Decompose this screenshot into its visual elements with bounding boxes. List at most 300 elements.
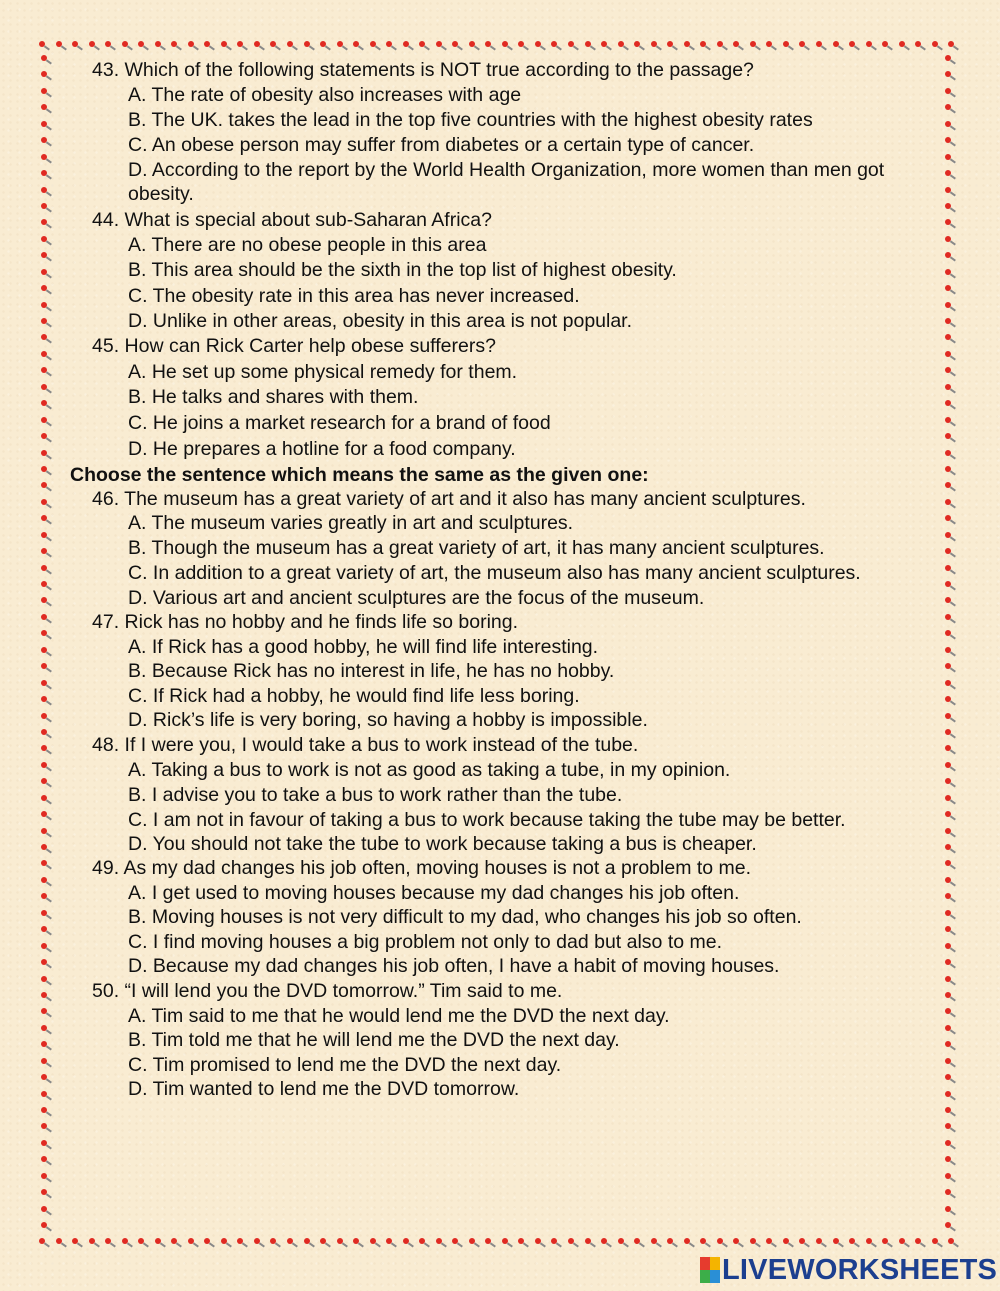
- border-dot: [848, 1237, 860, 1249]
- border-dot: [269, 1237, 281, 1249]
- border-dot: [253, 1237, 265, 1249]
- border-dot: [944, 958, 956, 970]
- option-46d[interactable]: D. Various art and ancient sculptures are the focus of the museum.: [128, 587, 705, 609]
- border-dot: [40, 1007, 52, 1019]
- border-dot: [683, 1237, 695, 1249]
- border-dot: [369, 40, 381, 52]
- border-dot: [203, 1237, 215, 1249]
- border-dot: [944, 481, 956, 493]
- border-dot: [881, 1237, 893, 1249]
- border-dot: [40, 449, 52, 461]
- border-dot: [170, 40, 182, 52]
- border-dot: [352, 40, 364, 52]
- border-dot: [716, 40, 728, 52]
- border-dot: [944, 136, 956, 148]
- border-dot: [944, 432, 956, 444]
- border-dot: [782, 1237, 794, 1249]
- border-dot: [944, 350, 956, 362]
- border-dot: [534, 1237, 546, 1249]
- border-right: [942, 54, 958, 1234]
- border-dot: [944, 383, 956, 395]
- border-dot: [944, 613, 956, 625]
- border-dot: [832, 1237, 844, 1249]
- border-dot: [732, 40, 744, 52]
- border-dot: [253, 40, 265, 52]
- border-dot: [567, 1237, 579, 1249]
- question-45: 45. How can Rick Carter help obese sufferers?: [92, 335, 496, 357]
- border-dot: [765, 40, 777, 52]
- border-dot: [534, 40, 546, 52]
- border-dot: [944, 1007, 956, 1019]
- border-dot: [137, 1237, 149, 1249]
- border-dot: [236, 40, 248, 52]
- border-dot: [898, 1237, 910, 1249]
- option-48c[interactable]: C. I am not in favour of taking a bus to work because taking the tube may be better.: [128, 809, 846, 831]
- border-dot: [40, 1172, 52, 1184]
- border-dot: [40, 481, 52, 493]
- border-dot: [633, 40, 645, 52]
- border-dot: [944, 366, 956, 378]
- option-43a[interactable]: A. The rate of obesity also increases with age: [128, 84, 522, 106]
- border-dot: [40, 120, 52, 132]
- border-dot: [944, 662, 956, 674]
- border-dot: [40, 925, 52, 937]
- border-dot: [944, 449, 956, 461]
- border-dot: [40, 843, 52, 855]
- border-dot: [944, 169, 956, 181]
- border-dot: [633, 1237, 645, 1249]
- logo-text: LIVEWORKSHEETS: [722, 1253, 998, 1286]
- border-dot: [137, 40, 149, 52]
- border-dot: [749, 40, 761, 52]
- option-45d[interactable]: D. He prepares a hotline for a food company.: [128, 438, 516, 460]
- border-dot: [55, 1237, 67, 1249]
- border-dot: [40, 70, 52, 82]
- border-dot: [336, 40, 348, 52]
- border-dot: [944, 218, 956, 230]
- border-dot: [944, 991, 956, 1003]
- border-dot: [451, 40, 463, 52]
- border-dot: [40, 268, 52, 280]
- border-dot: [40, 301, 52, 313]
- logo-square-blue: [710, 1270, 720, 1283]
- border-dot: [170, 1237, 182, 1249]
- border-dot: [944, 810, 956, 822]
- border-dot: [600, 40, 612, 52]
- border-dot: [944, 235, 956, 247]
- border-dot: [666, 1237, 678, 1249]
- border-dot: [944, 1188, 956, 1200]
- border-dot: [40, 909, 52, 921]
- border-dot: [944, 120, 956, 132]
- border-dot: [765, 1237, 777, 1249]
- border-dot: [40, 333, 52, 345]
- border-dot: [898, 40, 910, 52]
- border-dot: [40, 761, 52, 773]
- question-47: 47. Rick has no hobby and he finds life so boring.: [92, 611, 519, 633]
- border-dot: [40, 794, 52, 806]
- border-dot: [203, 40, 215, 52]
- border-dot: [121, 1237, 133, 1249]
- border-dot: [40, 136, 52, 148]
- border-dot: [40, 1024, 52, 1036]
- option-48b[interactable]: B. I advise you to take a bus to work rather than the tube.: [128, 784, 623, 806]
- border-dot: [40, 958, 52, 970]
- border-dot: [40, 87, 52, 99]
- border-dot: [881, 40, 893, 52]
- option-43b[interactable]: B. The UK. takes the lead in the top five countries with the highest obesity rates: [128, 109, 813, 131]
- border-dot: [650, 40, 662, 52]
- border-dot: [40, 695, 52, 707]
- option-47a[interactable]: A. If Rick has a good hobby, he will find life interesting.: [128, 636, 599, 658]
- border-dot: [931, 1237, 943, 1249]
- border-dot: [944, 942, 956, 954]
- border-dot: [40, 103, 52, 115]
- logo-square-red: [700, 1257, 710, 1270]
- border-dot: [40, 942, 52, 954]
- border-dot: [944, 859, 956, 871]
- border-dot: [319, 1237, 331, 1249]
- question-48: 48. If I were you, I would take a bus to work instead of the tube.: [92, 734, 639, 756]
- border-dot: [944, 728, 956, 740]
- border-dot: [154, 1237, 166, 1249]
- border-dot: [944, 1090, 956, 1102]
- border-dot: [944, 1024, 956, 1036]
- border-dot: [88, 40, 100, 52]
- logo-mark-icon: [700, 1257, 720, 1283]
- border-dot: [40, 54, 52, 66]
- border-dot: [402, 1237, 414, 1249]
- border-dot: [944, 70, 956, 82]
- border-dot: [40, 416, 52, 428]
- border-dot: [944, 531, 956, 543]
- border-dot: [40, 991, 52, 1003]
- border-dot: [71, 1237, 83, 1249]
- border-dot: [40, 186, 52, 198]
- border-dot: [815, 40, 827, 52]
- border-dot: [40, 1057, 52, 1069]
- border-dot: [832, 40, 844, 52]
- option-48a[interactable]: A. Taking a bus to work is not as good as taking a tube, in my opinion.: [128, 759, 731, 781]
- option-44d[interactable]: D. Unlike in other areas, obesity in this area is not popular.: [128, 310, 633, 332]
- border-dot: [220, 1237, 232, 1249]
- border-dot: [944, 1155, 956, 1167]
- border-dot: [418, 40, 430, 52]
- border-dot: [40, 1188, 52, 1200]
- border-dot: [944, 514, 956, 526]
- border-dot: [40, 859, 52, 871]
- border-dot: [944, 712, 956, 724]
- border-dot: [944, 876, 956, 888]
- question-49: 49. As my dad changes his job often, moving houses is not a problem to me.: [92, 857, 752, 879]
- border-dot: [617, 40, 629, 52]
- border-dot: [369, 1237, 381, 1249]
- border-dot: [600, 1237, 612, 1249]
- border-dot: [848, 40, 860, 52]
- option-44c[interactable]: C. The obesity rate in this area has never increased.: [128, 285, 580, 307]
- border-dot: [944, 925, 956, 937]
- border-dot: [947, 40, 959, 52]
- border-dot: [104, 1237, 116, 1249]
- border-dot: [944, 399, 956, 411]
- border-dot: [40, 1090, 52, 1102]
- option-49d[interactable]: D. Because my dad changes his job often, I have a habit of moving houses.: [128, 955, 780, 977]
- border-dot: [944, 629, 956, 641]
- border-dot: [40, 284, 52, 296]
- border-dot: [732, 1237, 744, 1249]
- border-dot: [40, 465, 52, 477]
- border-dot: [40, 580, 52, 592]
- border-dot: [286, 40, 298, 52]
- border-dot: [944, 498, 956, 510]
- border-dot: [914, 40, 926, 52]
- border-dot: [550, 40, 562, 52]
- option-46c[interactable]: C. In addition to a great variety of art, the museum also has many ancient sculptures.: [128, 562, 861, 584]
- question-46: 46. The museum has a great variety of art and it also has many ancient sculptures.: [92, 488, 806, 510]
- border-dot: [88, 1237, 100, 1249]
- border-dot: [435, 1237, 447, 1249]
- border-dot: [236, 1237, 248, 1249]
- border-dot: [944, 909, 956, 921]
- option-44b[interactable]: B. This area should be the sixth in the top list of highest obesity.: [128, 259, 677, 281]
- border-dot: [40, 596, 52, 608]
- border-dot: [286, 1237, 298, 1249]
- border-dot: [947, 1237, 959, 1249]
- border-dot: [38, 40, 50, 52]
- border-dot: [40, 153, 52, 165]
- border-dot: [40, 218, 52, 230]
- border-dot: [40, 202, 52, 214]
- border-dot: [944, 1139, 956, 1151]
- border-dot: [40, 810, 52, 822]
- border-top: [38, 38, 960, 54]
- border-dot: [40, 1073, 52, 1085]
- border-dot: [782, 40, 794, 52]
- border-bottom: [38, 1235, 960, 1251]
- border-dot: [40, 432, 52, 444]
- border-dot: [336, 1237, 348, 1249]
- border-dot: [944, 1205, 956, 1217]
- border-dot: [468, 1237, 480, 1249]
- border-dot: [319, 40, 331, 52]
- border-dot: [617, 1237, 629, 1249]
- option-47b[interactable]: B. Because Rick has no interest in life, he has no hobby.: [128, 660, 615, 682]
- border-dot: [944, 103, 956, 115]
- border-dot: [584, 40, 596, 52]
- border-dot: [944, 596, 956, 608]
- option-49a[interactable]: A. I get used to moving houses because my dad changes his job often.: [128, 882, 740, 904]
- border-dot: [944, 284, 956, 296]
- border-dot: [40, 547, 52, 559]
- border-dot: [40, 1205, 52, 1217]
- border-dot: [944, 975, 956, 987]
- border-dot: [944, 646, 956, 658]
- border-dot: [40, 366, 52, 378]
- option-50a[interactable]: A. Tim said to me that he would lend me the DVD the next day.: [128, 1005, 670, 1027]
- border-dot: [944, 794, 956, 806]
- border-dot: [944, 317, 956, 329]
- option-47c[interactable]: C. If Rick had a hobby, he would find life less boring.: [128, 685, 580, 707]
- option-49b[interactable]: B. Moving houses is not very difficult to my dad, who changes his job so often.: [128, 906, 802, 928]
- border-dot: [484, 1237, 496, 1249]
- border-dot: [944, 333, 956, 345]
- option-44a[interactable]: A. There are no obese people in this area: [128, 234, 487, 256]
- border-dot: [944, 827, 956, 839]
- border-dot: [798, 1237, 810, 1249]
- section-heading: Choose the sentence which means the same as the given one:: [70, 464, 649, 486]
- border-dot: [303, 1237, 315, 1249]
- border-dot: [716, 1237, 728, 1249]
- border-dot: [865, 1237, 877, 1249]
- border-dot: [517, 40, 529, 52]
- question-50: 50. “I will lend you the DVD tomorrow.” Tim said to me.: [92, 980, 563, 1002]
- border-dot: [550, 1237, 562, 1249]
- border-dot: [121, 40, 133, 52]
- option-43c[interactable]: C. An obese person may suffer from diabetes or a certain type of cancer.: [128, 134, 755, 156]
- border-dot: [451, 1237, 463, 1249]
- border-dot: [944, 1221, 956, 1233]
- border-dot: [40, 514, 52, 526]
- border-dot: [517, 1237, 529, 1249]
- border-dot: [944, 268, 956, 280]
- border-dot: [944, 153, 956, 165]
- border-dot: [944, 465, 956, 477]
- question-43: 43. Which of the following statements is NOT true according to the passage?: [92, 59, 754, 81]
- border-dot: [944, 580, 956, 592]
- option-50c[interactable]: C. Tim promised to lend me the DVD the next day.: [128, 1054, 562, 1076]
- border-dot: [749, 1237, 761, 1249]
- border-dot: [71, 40, 83, 52]
- border-dot: [220, 40, 232, 52]
- logo-square-green: [700, 1270, 710, 1283]
- border-dot: [40, 564, 52, 576]
- option-45a[interactable]: A. He set up some physical remedy for them.: [128, 361, 518, 383]
- border-dot: [40, 629, 52, 641]
- border-dot: [650, 1237, 662, 1249]
- border-dot: [944, 843, 956, 855]
- border-dot: [944, 1122, 956, 1134]
- border-dot: [944, 301, 956, 313]
- border-dot: [666, 40, 678, 52]
- border-dot: [435, 40, 447, 52]
- border-dot: [944, 761, 956, 773]
- border-dot: [683, 40, 695, 52]
- border-dot: [501, 40, 513, 52]
- border-dot: [154, 40, 166, 52]
- border-dot: [815, 1237, 827, 1249]
- border-dot: [944, 251, 956, 263]
- border-dot: [40, 1106, 52, 1118]
- border-dot: [303, 40, 315, 52]
- border-dot: [40, 531, 52, 543]
- border-dot: [40, 383, 52, 395]
- option-43d[interactable]: D. According to the report by the World Health Organization, more women than men got obesity.: [128, 159, 885, 205]
- border-dot: [944, 564, 956, 576]
- border-dot: [40, 1155, 52, 1167]
- border-dot: [40, 1122, 52, 1134]
- border-dot: [40, 169, 52, 181]
- option-46a[interactable]: A. The museum varies greatly in art and sculptures.: [128, 512, 574, 534]
- border-dot: [944, 1073, 956, 1085]
- border-dot: [931, 40, 943, 52]
- border-dot: [944, 679, 956, 691]
- border-dot: [914, 1237, 926, 1249]
- border-dot: [944, 1057, 956, 1069]
- border-dot: [55, 40, 67, 52]
- border-dot: [40, 876, 52, 888]
- border-dot: [40, 975, 52, 987]
- border-dot: [40, 399, 52, 411]
- border-dot: [40, 777, 52, 789]
- border-dot: [501, 1237, 513, 1249]
- border-dot: [40, 350, 52, 362]
- option-49c[interactable]: C. I find moving houses a big problem not only to dad but also to me.: [128, 931, 723, 953]
- border-dot: [798, 40, 810, 52]
- border-dot: [944, 186, 956, 198]
- border-dot: [40, 712, 52, 724]
- liveworksheets-logo: [700, 1254, 997, 1286]
- border-dot: [584, 1237, 596, 1249]
- border-dot: [865, 40, 877, 52]
- border-dot: [944, 744, 956, 756]
- option-50b[interactable]: B. Tim told me that he will lend me the DVD the next day.: [128, 1029, 620, 1051]
- border-dot: [187, 1237, 199, 1249]
- border-dot: [40, 317, 52, 329]
- border-dot: [385, 40, 397, 52]
- border-dot: [699, 40, 711, 52]
- border-dot: [484, 40, 496, 52]
- border-dot: [385, 1237, 397, 1249]
- border-dot: [40, 235, 52, 247]
- border-dot: [352, 1237, 364, 1249]
- border-dot: [40, 728, 52, 740]
- border-dot: [944, 202, 956, 214]
- option-45c[interactable]: C. He joins a market research for a brand of food: [128, 412, 551, 434]
- border-dot: [40, 892, 52, 904]
- option-47d[interactable]: D. Rick’s life is very boring, so having a hobby is impossible.: [128, 709, 648, 731]
- border-dot: [40, 1221, 52, 1233]
- border-dot: [40, 827, 52, 839]
- border-dot: [944, 777, 956, 789]
- border-dot: [38, 1237, 50, 1249]
- border-dot: [104, 40, 116, 52]
- border-dot: [944, 892, 956, 904]
- border-dot: [187, 40, 199, 52]
- border-dot: [944, 87, 956, 99]
- border-dot: [468, 40, 480, 52]
- border-dot: [40, 1139, 52, 1151]
- border-dot: [944, 416, 956, 428]
- border-dot: [944, 54, 956, 66]
- option-45b[interactable]: B. He talks and shares with them.: [128, 386, 419, 408]
- border-dot: [40, 646, 52, 658]
- option-50d[interactable]: D. Tim wanted to lend me the DVD tomorrow.: [128, 1078, 520, 1100]
- option-48d[interactable]: D. You should not take the tube to work because taking a bus is cheaper.: [128, 833, 757, 855]
- border-dot: [944, 695, 956, 707]
- border-dot: [699, 1237, 711, 1249]
- border-dot: [40, 662, 52, 674]
- logo-square-yellow: [710, 1257, 720, 1270]
- border-dot: [40, 498, 52, 510]
- option-46b[interactable]: B. Though the museum has a great variety of art, it has many ancient sculptures.: [128, 537, 825, 559]
- border-dot: [40, 613, 52, 625]
- question-44: 44. What is special about sub-Saharan Africa?: [92, 209, 492, 231]
- border-dot: [40, 744, 52, 756]
- border-dot: [40, 679, 52, 691]
- border-dot: [944, 1172, 956, 1184]
- border-dot: [40, 1040, 52, 1052]
- border-dot: [402, 40, 414, 52]
